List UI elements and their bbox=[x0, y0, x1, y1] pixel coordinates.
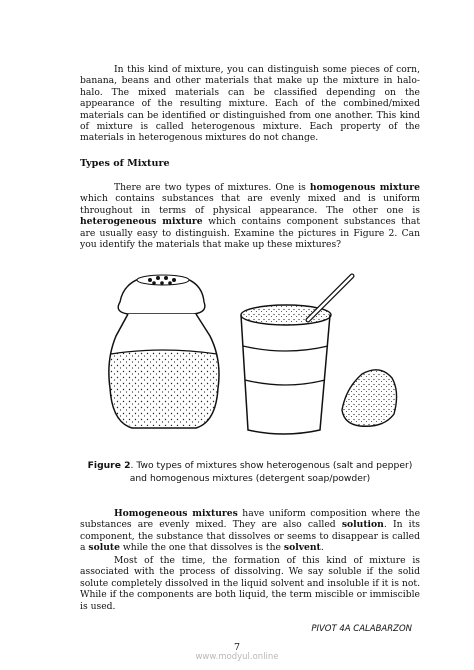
term-solvent: solvent bbox=[283, 542, 321, 554]
types-paragraph bbox=[80, 182, 420, 250]
term-solution: solution bbox=[341, 519, 384, 531]
footer-region: PIVOT 4A CALABARZON bbox=[311, 624, 412, 634]
figure-caption bbox=[80, 459, 420, 485]
term-solute: solute bbox=[88, 542, 120, 554]
homogeneous-paragraph bbox=[80, 508, 420, 554]
cup-icon bbox=[241, 276, 352, 434]
figure-label: Figure 2 bbox=[87, 460, 131, 471]
intro-paragraph bbox=[80, 64, 420, 144]
mixtures-drawing bbox=[98, 268, 418, 443]
types-text-1: There are two types of mixtures. One is bbox=[114, 182, 310, 193]
caption-line-1: . Two types of mixtures show heterogenous (salt and pepper) bbox=[130, 460, 413, 471]
page-number: 7 bbox=[233, 642, 241, 653]
intro-text: In this kind of mixture, you can distinguish some pieces of corn, banana, beans and other materials that make up the mixture in halo-halo. The mixed materials can be classified depending on the appearance of the resulting mixture. Each of the combined/mixed materials can be identified or distinguished from one another. This kind of mixture is called heterogenous mixture. Each property of the materials in heterogenous mixtures do not change. bbox=[80, 64, 420, 144]
types-text-3: which contains component substances that are usually easy to distinguish. Examine the pictures in Figure 2. Can you identify the materials that make up these mixtures? bbox=[80, 216, 421, 251]
caption-line-2: and homogenous mixtures (detergent soap/powder) bbox=[129, 473, 371, 484]
types-text-2: which contains substances that are evenly mixed and is uniform throughout in terms of physical appearance. The other one is bbox=[80, 193, 420, 216]
term-homogeneous-mixtures: Homogeneous mixtures bbox=[114, 508, 238, 519]
dissolving-paragraph bbox=[80, 555, 420, 612]
watermark: www.modyul.online bbox=[195, 652, 279, 662]
shaker-icon bbox=[109, 275, 219, 428]
term-homogenous: homogenous mixture bbox=[309, 182, 420, 193]
homogeneous-text-2: . In its component, the substance that dissolves or seems to disappear is called a bbox=[80, 519, 420, 554]
homogeneous-text-4: . bbox=[320, 542, 324, 554]
homogeneous-text-1: have uniform composition where the substances are evenly mixed. They are also called bbox=[80, 508, 421, 531]
figure-2-illustration bbox=[98, 268, 418, 443]
section-heading: Types of Mixture bbox=[80, 158, 170, 169]
homogeneous-text-3: while the one that dissolves is the bbox=[119, 542, 284, 554]
soap-chunk-icon bbox=[342, 370, 397, 426]
dissolving-text: Most of the time, the formation of this kind of mixture is associated with the process of dissolving. We say soluble if the solid solute completely dissolved in the liquid solvent and insoluble if it is not. While if the components are both liquid, the term miscible or immiscible is used. bbox=[80, 555, 420, 612]
term-heterogeneous: heterogeneous mixture bbox=[80, 216, 203, 228]
